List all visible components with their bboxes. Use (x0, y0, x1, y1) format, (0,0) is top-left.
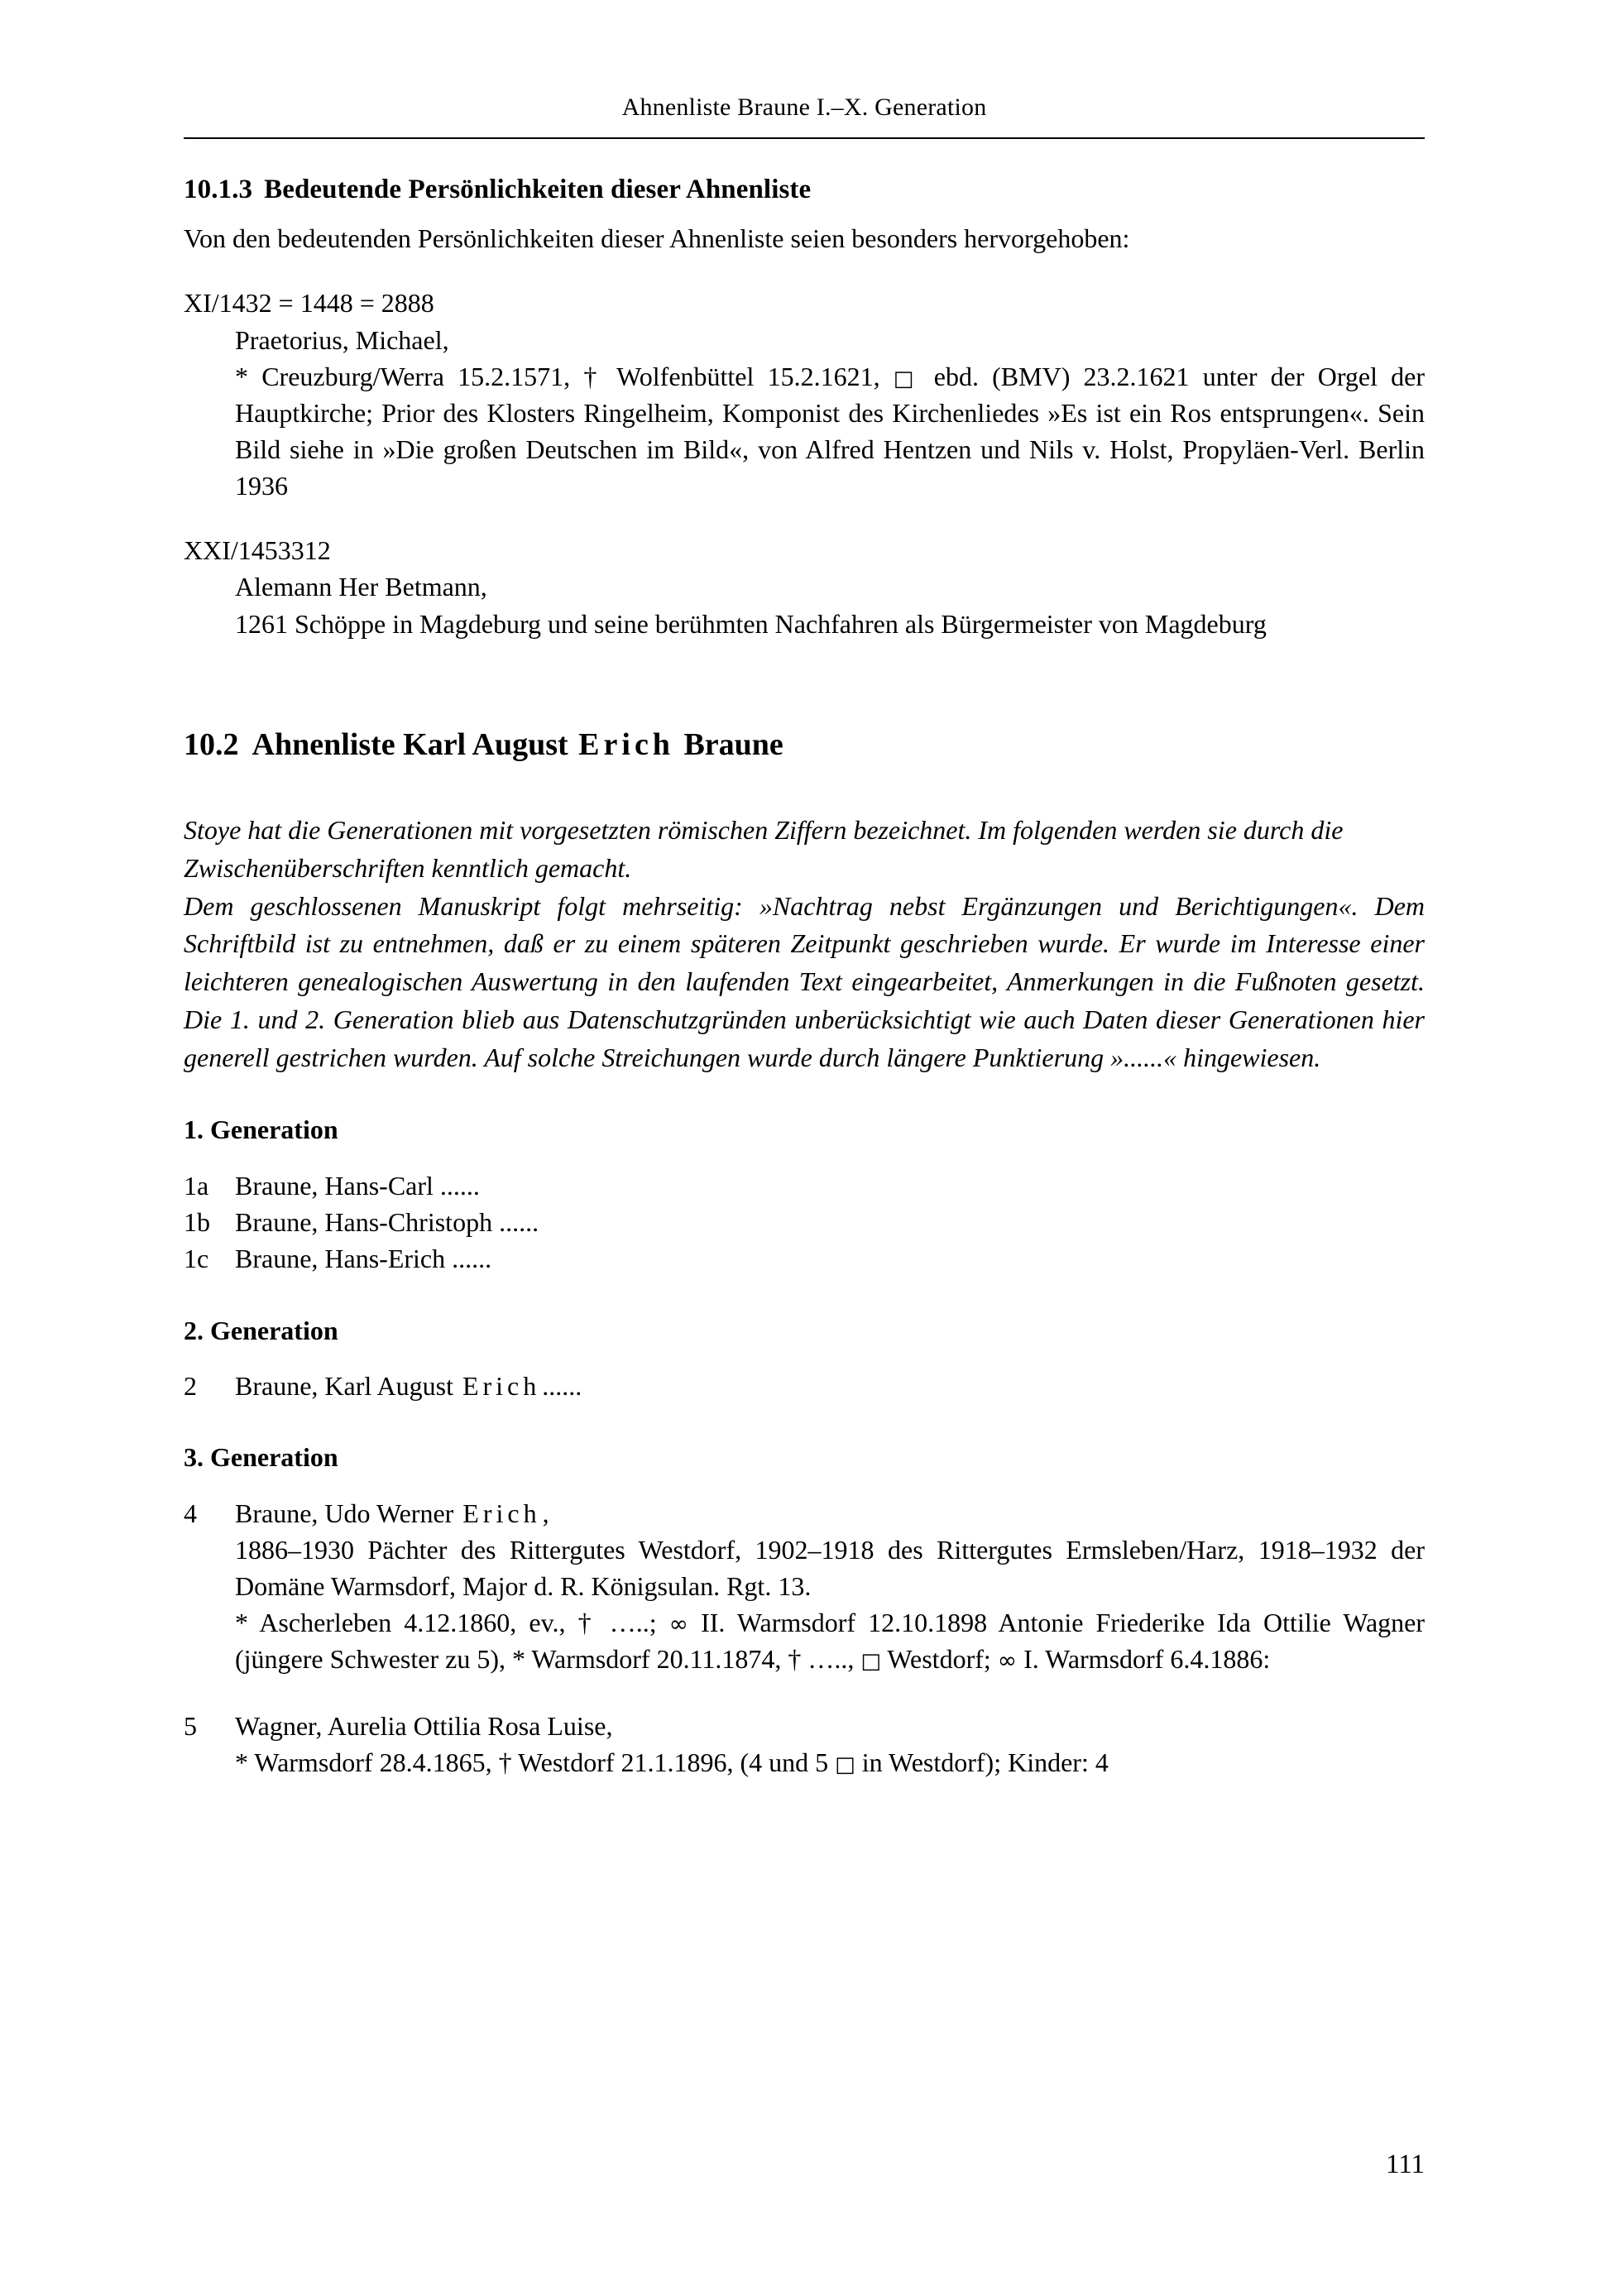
ancestor-entry-body (235, 568, 1425, 641)
entry-text: Braune, Hans-Erich ...... (235, 1244, 492, 1274)
generation-heading-2: 2. Generation (184, 1315, 338, 1345)
entry-index: 2 (184, 1371, 197, 1402)
editorial-note-second: Dem geschlossenen Manuskript folgt mehrseitig: »Nachtrag nebst Ergänzungen und Berichtigungen«. Dem Schriftbild ist zu entnehmen, daß er zu einem späteren Zeitpunkt geschrieben wurde. Er wurde im Interesse einer leichteren genealogischen Auswertung in den laufenden Text eingearbeitet, Anmerkungen in die Fußnoten gesetzt. Die 1. und 2. Generation blieb aus Datenschutzgründen unberücksichtigt wie auch Daten dieser Generationen hier generell gestrichen wurden. Auf solche Streichungen wurde durch längere Punktierung »......« hingewiesen. (184, 890, 1425, 1072)
spacer (184, 1348, 1425, 1368)
section-title-suffix: Braune (675, 726, 783, 762)
entry-name-suffix: , (542, 1498, 549, 1528)
editorial-note-first: Stoye hat die Generationen mit vorgesetzten römischen Ziffern bezeichnet. Im folgenden werden sie durch die Zwischenüberschriften kenntlich gemacht. (184, 815, 1344, 883)
birth-segment: * Warmsdorf 28.4.1865, (235, 1747, 499, 1777)
entry-life-detail (235, 1604, 1425, 1677)
entry-occupation-detail: 1886–1930 Pächter des Rittergutes Westdorf, 1902–1918 des Rittergutes Ermsleben/Harz, 1918–1932 der Domäne Warmsdorf, Major d. R. Königsulan. Rgt. 13. (235, 1535, 1425, 1602)
marriage-segment: II. Warmsdorf 12.10.1898 Antonie Friederike Ida Ottilie Wagner (jüngere Schwester zu 5), * Warmsdorf 20.11.1874, (235, 1608, 1426, 1675)
generation-entry-2 (184, 1368, 1425, 1404)
death-segment: Westdorf 21.1.1896, (4 und 5 (511, 1747, 836, 1777)
spacer (184, 1475, 1425, 1495)
page-content (184, 172, 1425, 1781)
spacer (184, 642, 1425, 725)
entry-text: Braune, Hans-Carl ...... (235, 1171, 480, 1201)
marriage-infinity-icon: ∞ (668, 1610, 688, 1638)
death-segment: …..; (597, 1608, 669, 1638)
entry-name: Wagner, Aurelia Ottilia Rosa Luise, (235, 1710, 613, 1741)
biography-segment: ebd. (BMV) 23.2.1621 unter der Orgel der Hauptkirche; Prior des Klosters Ringelheim, Komponist des Kirchenliedes »Es ist ein Ros entsprungen«. Sein Bild siehe in »Die großen Deutschen im Bild«, von Alfred Hentzen und Nils v. Holst, Propyläen-Verl. Berlin 1936 (235, 361, 1426, 501)
entry-index: 5 (184, 1710, 197, 1741)
section-heading-10-2 (184, 725, 1425, 765)
spacer (184, 1148, 1425, 1167)
entry-name-prefix: Braune, Karl August (235, 1371, 460, 1402)
section-heading-10-1-3 (184, 172, 1425, 207)
birth-segment: * Creuzburg/Werra 15.2.1571, (235, 361, 584, 391)
generation-entry-1a (184, 1167, 1425, 1204)
entry-text (235, 1495, 1425, 1678)
entry-life-detail (235, 1744, 1425, 1781)
death-dagger-icon: † (498, 1747, 512, 1777)
ancestor-description: 1261 Schöppe in Magdeburg und seine berühmten Nachfahren als Bürgermeister von Magdeburg (235, 608, 1267, 639)
ancestor-ref-number: XI/1432 = 1448 = 2888 (184, 288, 434, 319)
marriage-infinity-icon: ∞ (997, 1647, 1018, 1675)
ancestor-entry-praetorius (184, 285, 1425, 504)
section-intro-paragraph: Von den bedeutenden Persönlichkeiten dieser Ahnenliste seien besonders hervorgehoben: (184, 223, 1130, 254)
generation-entry-1b (184, 1204, 1425, 1240)
entry-index: 1c (184, 1244, 209, 1274)
burial-square-icon: □ (860, 1649, 881, 1675)
spacer (184, 1277, 1425, 1314)
entry-name (235, 1495, 1425, 1531)
ancestor-entry-alemann (184, 532, 1425, 641)
death-dagger-icon: † (583, 361, 604, 391)
children-segment: in Westdorf); Kinder: 4 (855, 1747, 1109, 1777)
ancestor-entry-body (235, 322, 1425, 505)
entry-text (235, 1368, 1425, 1404)
entry-index: 4 (184, 1498, 197, 1528)
death-segment: Wolfenbüttel 15.2.1621, (603, 361, 894, 391)
ancestor-life-data (235, 358, 1425, 505)
spacer (184, 1678, 1425, 1708)
ancestor-name: Alemann Her Betmann, (235, 572, 487, 602)
spacer (184, 765, 1425, 812)
spacer (184, 1076, 1425, 1113)
header-divider-rule (184, 137, 1425, 139)
entry-index: 1a (184, 1171, 209, 1201)
burial-square-icon: □ (893, 366, 921, 391)
death-dagger-icon: † (577, 1608, 597, 1638)
entry-text (235, 1708, 1425, 1781)
burial-segment: Westdorf; (880, 1644, 998, 1675)
page-number: 111 (1385, 2150, 1425, 2179)
generation-entry-4 (184, 1495, 1425, 1678)
birth-segment: * Ascherleben 4.12.1860, ev., (235, 1608, 578, 1638)
section-title-emphasis: Erich (578, 726, 674, 762)
running-head: Ahnenliste Braune I.–X. Generation (621, 93, 987, 121)
generation-heading-1: 1. Generation (184, 1114, 338, 1145)
spacer (184, 1404, 1425, 1440)
first-marriage-segment: I. Warmsdorf 6.4.1886: (1017, 1644, 1271, 1675)
section-number: 10.1.3 (184, 175, 253, 204)
section-title-prefix: Ahnenliste Karl August (252, 726, 577, 762)
ancestor-ref-number: XXI/1453312 (184, 535, 331, 566)
section-title: Bedeutende Persönlichkeiten dieser Ahnenliste (264, 175, 812, 204)
generation-entry-1c (184, 1240, 1425, 1277)
generation-entry-5 (184, 1708, 1425, 1781)
entry-name-suffix: ...... (542, 1371, 582, 1402)
entry-index: 1b (184, 1207, 210, 1238)
entry-name-emphasis: Erich (462, 1371, 541, 1402)
section-number: 10.2 (184, 726, 239, 762)
entry-name-prefix: Braune, Udo Werner (235, 1498, 461, 1528)
death-dagger-icon: † (788, 1644, 802, 1675)
spouse-death-segment: ….., (801, 1644, 861, 1675)
entry-name-emphasis: Erich (462, 1498, 541, 1528)
entry-text: Braune, Hans-Christoph ...... (235, 1207, 539, 1238)
ancestor-name: Praetorius, Michael, (235, 324, 449, 355)
burial-square-icon: □ (835, 1752, 855, 1777)
generation-heading-3: 3. Generation (184, 1442, 338, 1473)
